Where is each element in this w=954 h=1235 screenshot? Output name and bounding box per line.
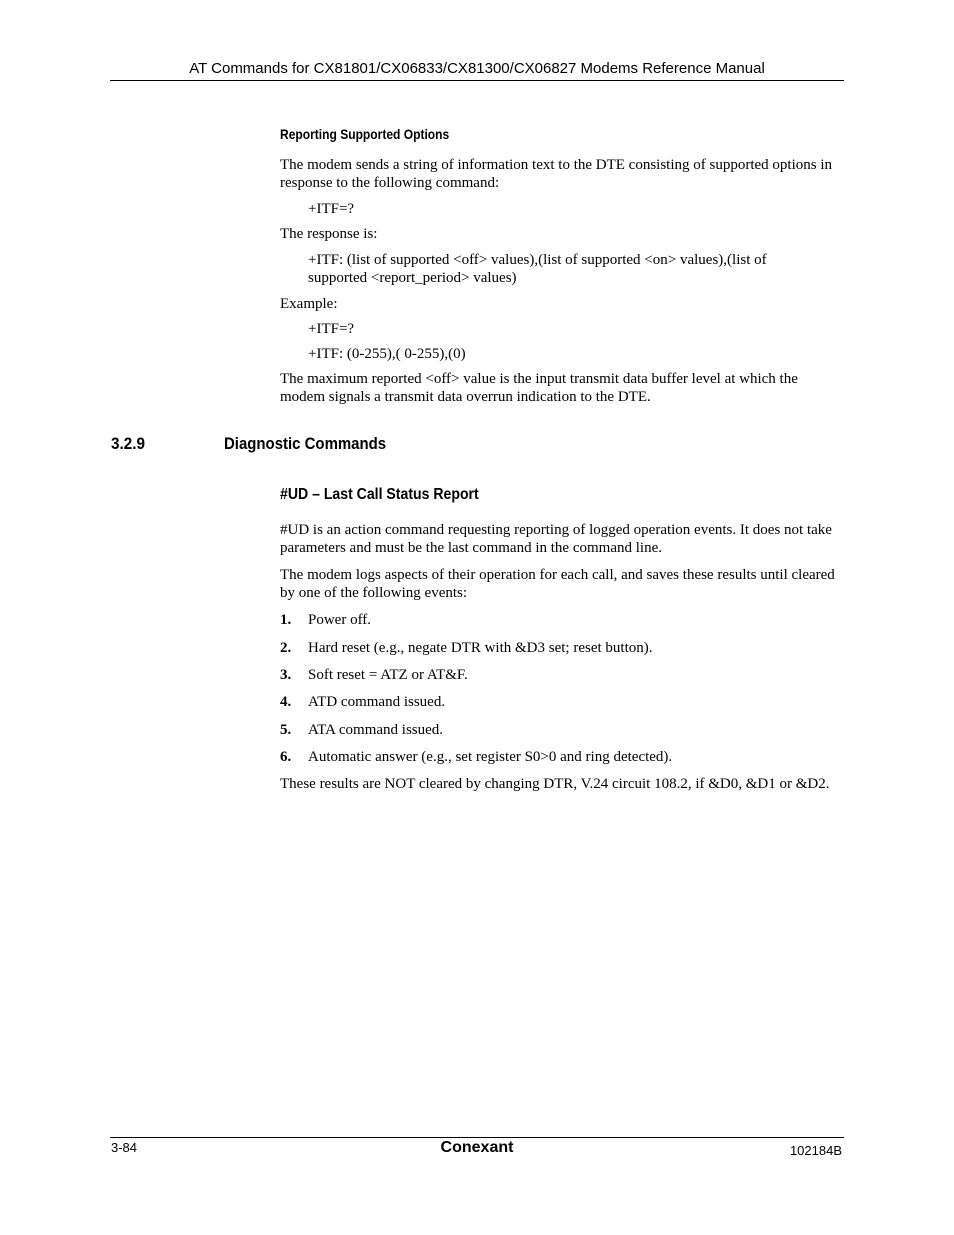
running-header: AT Commands for CX81801/CX06833/CX81300/CX06827 Modems Reference Manual (189, 60, 765, 77)
list-item-number: 1. (280, 612, 292, 628)
reporting-heading: Reporting Supported Options (280, 126, 450, 142)
list-item-number: 5. (280, 722, 292, 738)
section-number: 3.2.9 (111, 434, 146, 453)
list-item-number: 2. (280, 640, 292, 656)
footer-divider (110, 1137, 844, 1138)
ud-heading: #UD – Last Call Status Report (280, 486, 479, 503)
page-number: 3-84 (111, 1140, 138, 1155)
document-number: 102184B (789, 1143, 842, 1158)
list-item-text: Soft reset = ATZ or AT&F. (308, 667, 468, 683)
reporting-command: +ITF=? (308, 201, 355, 217)
example-response: +ITF: (0-255),( 0-255),(0) (308, 346, 466, 362)
list-item-text: ATA command issued. (308, 722, 444, 738)
company-name: Conexant (440, 1139, 514, 1156)
list-item-text: Automatic answer (e.g., set register S0>0 and ring detected). (308, 749, 673, 765)
section-title: Diagnostic Commands (224, 434, 387, 453)
list-item-number: 3. (280, 667, 292, 683)
example-label: Example: (280, 296, 338, 312)
example-command: +ITF=? (308, 321, 355, 337)
list-item-number: 6. (280, 749, 292, 765)
list-item-text: Power off. (308, 612, 372, 628)
reporting-intro: The modem sends a string of information text to the DTE consisting of supported options in response to the following command: (280, 157, 833, 191)
list-item-text: Hard reset (e.g., negate DTR with &D3 set; reset button). (308, 640, 653, 656)
ud-closing: These results are NOT cleared by changing DTR, V.24 circuit 108.2, if &D0, &D1 or &D2. (280, 776, 830, 792)
reporting-note: The maximum reported <off> value is the input transmit data buffer level at which the modem signals a transmit data overrun indication to the DTE. (280, 371, 798, 405)
list-item-number: 4. (280, 694, 292, 710)
reporting-response: +ITF: (list of supported <off> values),(list of supported <on> values),(list of supported <report_period> values) (308, 252, 767, 286)
list-item-text: ATD command issued. (308, 694, 446, 710)
header-divider (110, 80, 844, 81)
response-label: The response is: (280, 226, 378, 242)
ud-paragraph-2: The modem logs aspects of their operation for each call, and saves these results until cleared by one of the following events: (280, 567, 835, 601)
ud-paragraph-1: #UD is an action command requesting reporting of logged operation events. It does not take parameters and must be the last command in the command line. (280, 522, 832, 556)
